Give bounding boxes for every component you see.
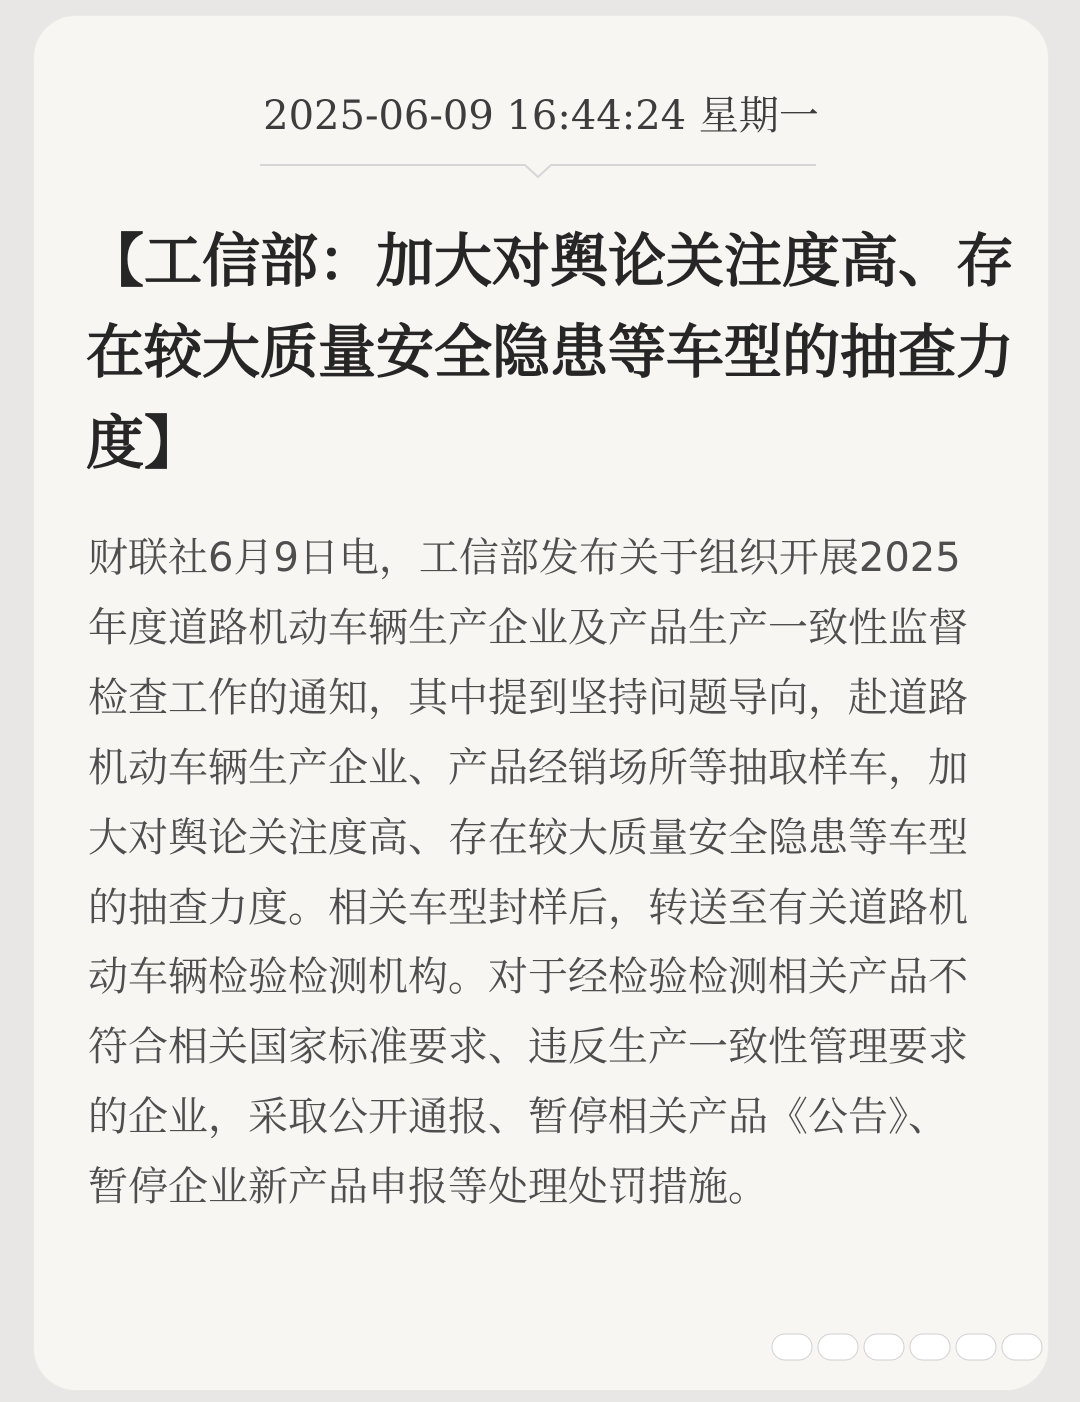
divider-with-notch [260, 161, 816, 183]
article-body: 财联社6月9日电，工信部发布关于组织开展2025年度道路机动车辆生产企业及产品生产一致性监督检查工作的通知，其中提到坚持问题导向，赴道路机动车辆生产企业、产品经销场所等抽取样车，加大对舆论关注度高、存在较大质量安全隐患等车型的抽查力度。相关车型封样后，转送至有关道路机动车辆检验检测机构。对于经检验检测相关产品不符合相关国家标准要求、违反生产一致性管理要求的企业，采取公开通报、暂停相关产品《公告》、暂停企业新产品申报等处理处罚措施。 [88, 535, 968, 1211]
article-card [34, 16, 1048, 1390]
dateline: 2025-06-09 16:44:24 星期一 [263, 93, 819, 139]
watermark-dots [770, 1330, 1070, 1364]
headline: 【工信部：加大对舆论关注度高、存在较大质量安全隐患等车型的抽查力度】 [86, 227, 1015, 477]
